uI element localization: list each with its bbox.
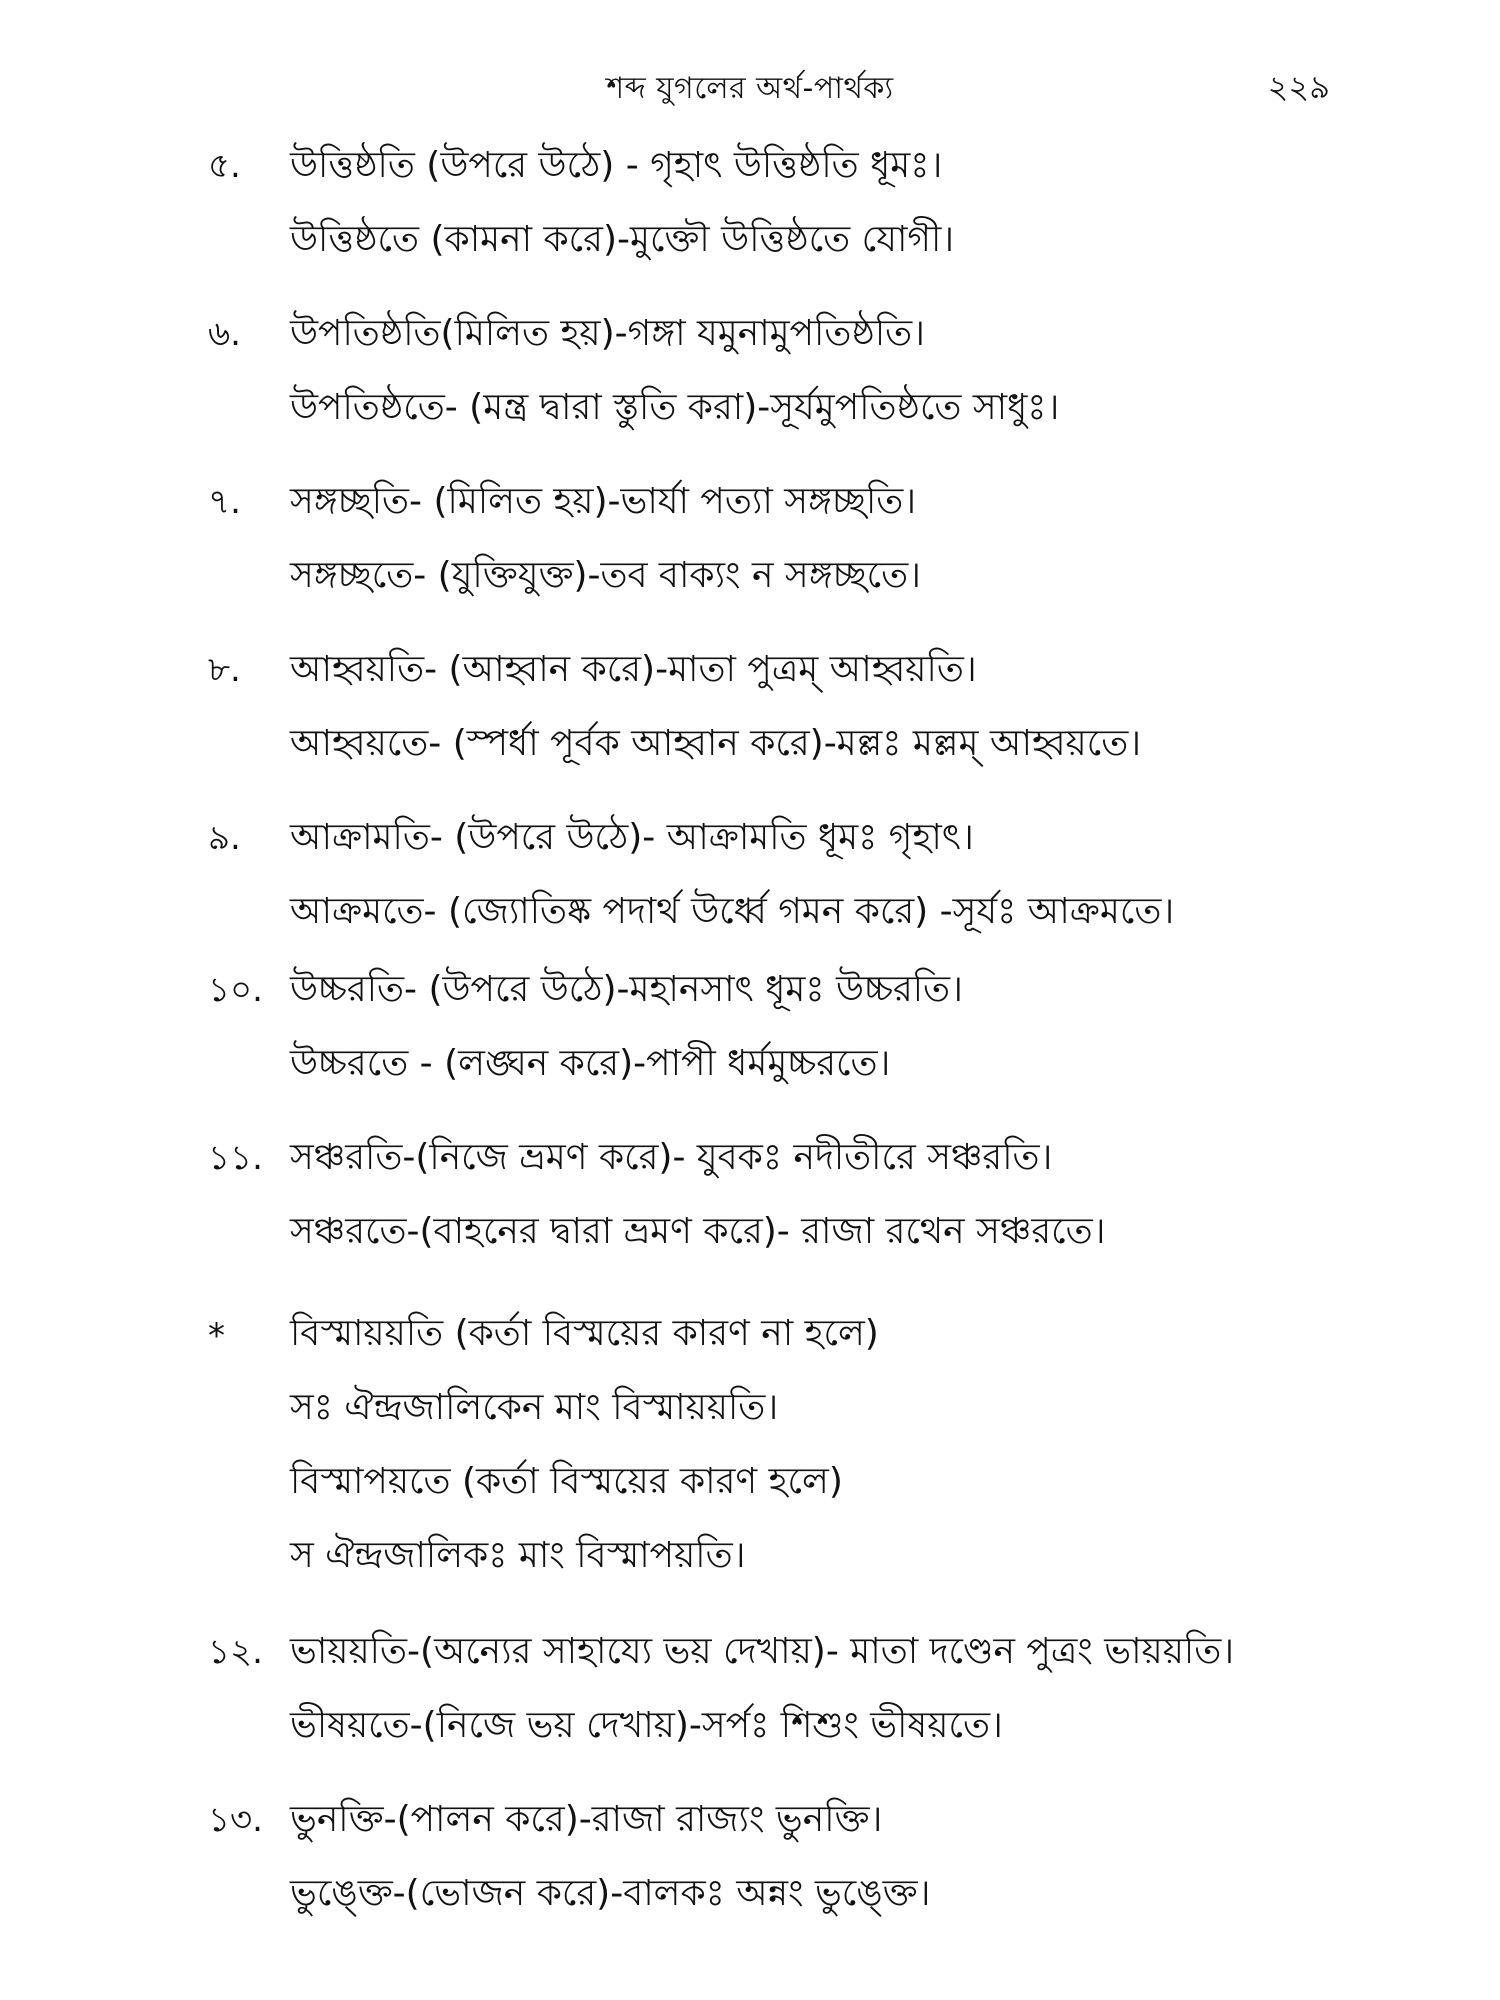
entry-line: উচ্চরতে - (লঙ্ঘন করে)-পাপী ধর্মমুচ্চরতে। — [290, 1043, 891, 1084]
entry-number: ৫. — [208, 146, 241, 186]
entry-number: ১৩. — [208, 1800, 263, 1840]
entry-line: আহ্বয়তি- (আহ্বান করে)-মাতা পুত্রম্ আহ্বয়তি। — [290, 649, 977, 690]
entry-line: ভায়য়তি-(অন্যের সাহায্যে ভয় দেখায়)- মাতা দণ্ডেন পুত্রং ভায়য়তি। — [290, 1631, 1235, 1672]
entry-number: ৮. — [208, 650, 241, 690]
entry-number: ৯. — [208, 818, 241, 858]
entry-line: উত্তিষ্ঠতে (কামনা করে)-মুক্তৌ উত্তিষ্ঠতে যোগী। — [290, 219, 955, 260]
entry-number: ৭. — [208, 482, 241, 522]
entry-number: ৬. — [208, 314, 241, 354]
running-header-title: শব্দ যুগলের অর্থ-পার্থক্য — [606, 71, 894, 106]
entry-line: ভুঙ্ক্তে-(ভোজন করে)-বালকঃ অন্নং ভুঙ্ক্তে। — [290, 1873, 931, 1914]
entry-line: আক্রমতে- (জ্যোতিষ্ক পদার্থ উর্ধ্বে গমন করে) -সূর্যঃ আক্রমতে। — [290, 891, 1175, 932]
entry-number: ১০. — [208, 970, 263, 1010]
page-number: ২২৯ — [1267, 68, 1330, 106]
entry-line: উত্তিষ্ঠতি (উপরে উঠে) - গৃহাৎ উত্তিষ্ঠতি ধূমঃ। — [290, 145, 943, 186]
asterisk-marker: * — [208, 1316, 225, 1356]
entry-line: উপতিষ্ঠতি(মিলিত হয়)-গঙ্গা যমুনামুপতিষ্ঠতি। — [290, 313, 926, 354]
entry-number: ১২. — [208, 1632, 263, 1672]
entry-line: সঞ্চরতে-(বাহনের দ্বারা ভ্রমণ করে)- রাজা রথেন সঞ্চরতে। — [290, 1211, 1106, 1252]
entry-line: সঞ্চরতি-(নিজে ভ্রমণ করে)- যুবকঃ নদীতীরে সঞ্চরতি। — [290, 1137, 1053, 1178]
entry-line: আহ্বয়তে- (স্পর্ধা পূর্বক আহ্বান করে)-মল্লঃ মল্লম্ আহ্বয়তে। — [290, 723, 1142, 764]
entry-line: সঙ্গচ্ছতে- (যুক্তিযুক্ত)-তব বাক্যং ন সঙ্গচ্ছতে। — [290, 555, 921, 596]
entry-line: বিস্মায়য়তি (কর্তা বিস্ময়ের কারণ না হলে) — [290, 1313, 879, 1354]
entry-line: সঃ ঐন্দ্রজালিকেন মাং বিস্মায়য়তি। — [290, 1387, 779, 1428]
entry-line: ভুনক্তি-(পালন করে)-রাজা রাজ্যং ভুনক্তি। — [290, 1799, 883, 1840]
entry-line: আক্রামতি- (উপরে উঠে)- আক্রামতি ধূমঃ গৃহাৎ। — [290, 817, 974, 858]
entry-number: ১১. — [208, 1138, 263, 1178]
entry-line: স ঐন্দ্রজালিকঃ মাং বিস্মাপয়তি। — [290, 1535, 746, 1576]
entry-line: উচ্চরতি- (উপরে উঠে)-মহানসাৎ ধূমঃ উচ্চরতি। — [290, 969, 963, 1010]
entry-line: ভীষয়তে-(নিজে ভয় দেখায়)-সর্পঃ শিশুং ভীষয়তে। — [290, 1705, 1003, 1746]
entry-line: উপতিষ্ঠতে- (মন্ত্র দ্বারা স্তুতি করা)-সূর্যমুপতিষ্ঠতে সাধুঃ। — [290, 387, 1060, 428]
entry-line: বিস্মাপয়তে (কর্তা বিস্ময়ের কারণ হলে) — [290, 1461, 843, 1502]
entry-line: সঙ্গচ্ছতি- (মিলিত হয়)-ভার্যা পত্যা সঙ্গচ্ছতি। — [290, 481, 917, 522]
